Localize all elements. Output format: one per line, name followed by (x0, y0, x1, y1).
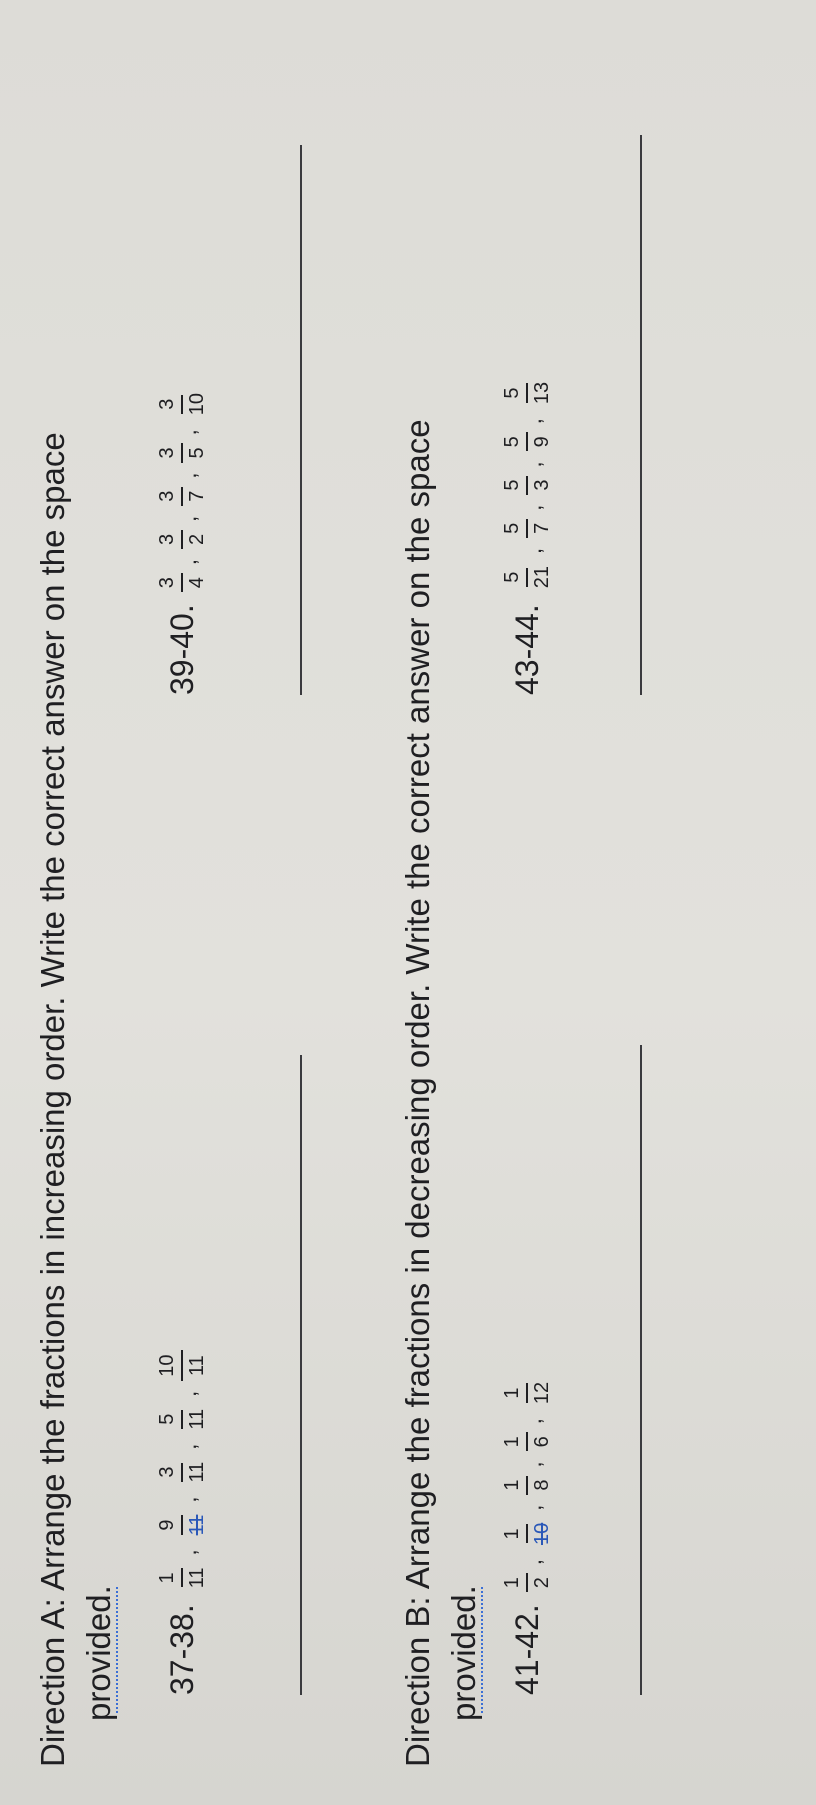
answer-line-41-42[interactable] (640, 1045, 642, 1695)
answer-line-39-40[interactable] (300, 145, 302, 695)
fraction: 1 2 (500, 1573, 554, 1592)
direction-a (30, 67, 122, 1767)
fraction: 3 10 (156, 393, 208, 416)
fraction: 3 5 (155, 443, 209, 462)
question-43-44 (500, 376, 554, 695)
question-number: 37-38. (163, 1604, 200, 1695)
fraction: 5 21 (501, 566, 553, 589)
fraction: 5 7 (500, 519, 554, 538)
fraction: 10 11 (155, 1350, 209, 1380)
fraction: 1 10 (501, 1522, 553, 1546)
answer-line-37-38[interactable] (300, 1055, 302, 1695)
fraction-list: 3 4 , 3 2 , 3 7 , 3 5 , 3 10 (155, 387, 209, 594)
fraction: 9 11 (156, 1514, 208, 1536)
direction-a-text: Direction A: Arrange the fractions in increasing order. Write the correct answer on the space (34, 432, 71, 1767)
question-39-40 (155, 387, 209, 695)
direction-b (395, 67, 487, 1767)
question-number: 43-44. (508, 604, 545, 695)
fraction: 5 13 (501, 381, 553, 405)
direction-a-provided: provided. (80, 1585, 117, 1721)
question-number: 41-42. (508, 1604, 545, 1695)
question-number: 39-40. (163, 604, 200, 695)
fraction: 3 7 (155, 487, 209, 506)
fraction: 5 11 (156, 1408, 208, 1430)
fraction: 3 2 (155, 530, 209, 549)
fraction: 1 11 (156, 1567, 208, 1589)
direction-b-provided: provided. (445, 1585, 482, 1721)
direction-b-text: Direction B: Arrange the fractions in decreasing order. Write the correct answer on the space (399, 419, 436, 1767)
fraction-list: 1 2 , 1 10 , 1 8 , 1 6 , 1 12 (500, 1376, 554, 1594)
question-37-38 (155, 1348, 209, 1695)
fraction: 1 6 (500, 1432, 554, 1451)
fraction: 5 3 (500, 476, 554, 495)
fraction: 3 4 (155, 573, 209, 592)
fraction-list: 5 21 , 5 7 , 5 3 , 5 9 , 5 13 (500, 376, 554, 594)
fraction: 1 12 (501, 1381, 553, 1405)
fraction: 3 11 (156, 1461, 208, 1483)
question-41-42 (500, 1376, 554, 1695)
fraction: 1 8 (500, 1476, 554, 1495)
answer-line-43-44[interactable] (640, 135, 642, 695)
fraction-list: 1 11 , 9 11 , 3 11 , 5 11 , 10 11 (155, 1348, 209, 1594)
fraction: 5 9 (500, 432, 554, 451)
